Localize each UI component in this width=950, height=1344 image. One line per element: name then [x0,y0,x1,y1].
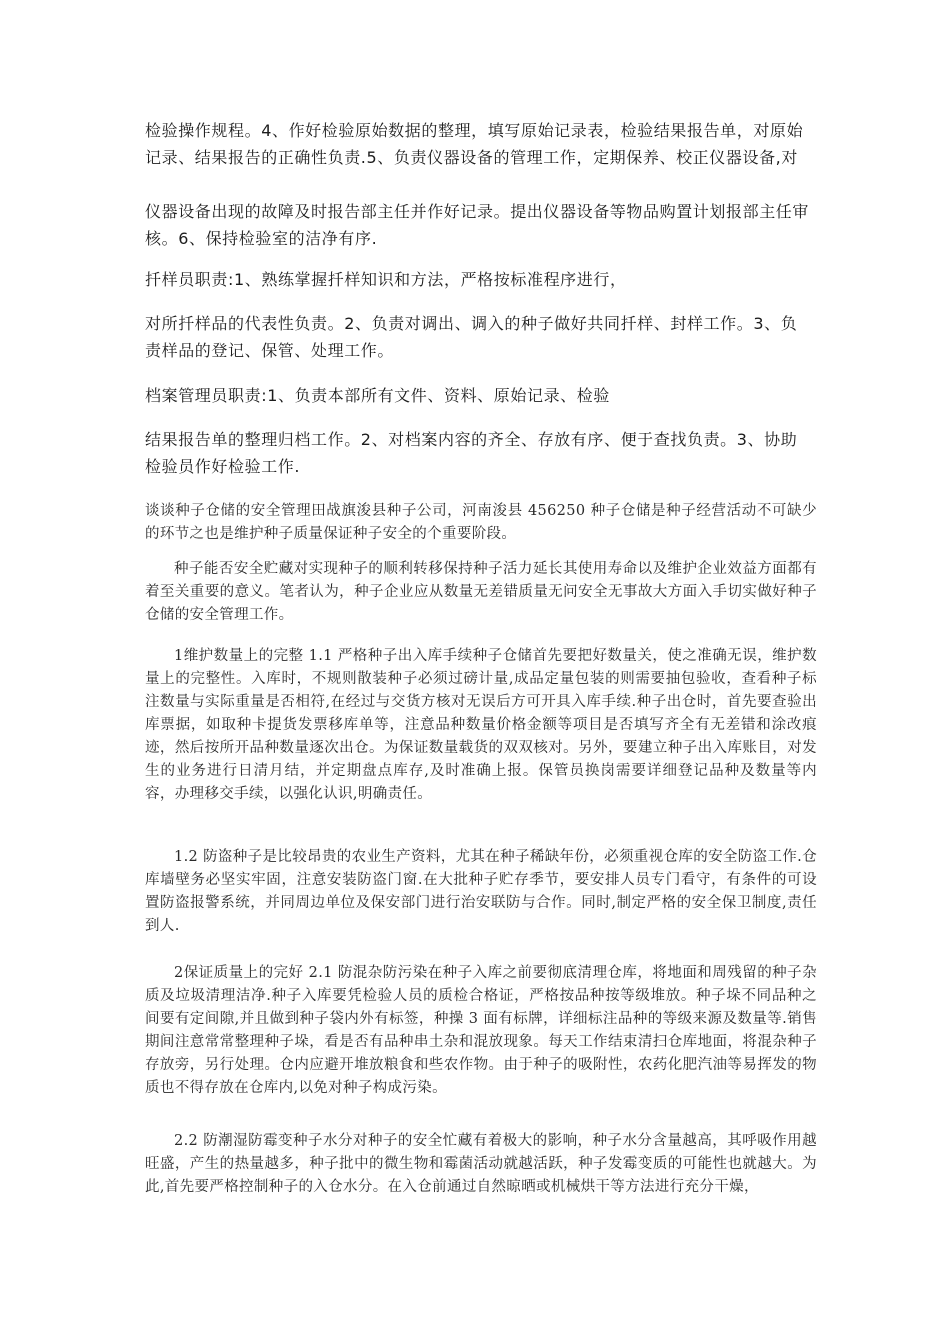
sampler-duties-heading: 扦样员职责:1、熟练掌握扦样知识和方法，严格按标准程序进行， [145,270,627,289]
instrument-management-text: 仪器设备出现的故障及时报告部主任并作好记录。提出仪器设备等物品购置计划报部主任审核。6、保持检验室的洁净有序. [145,202,810,248]
inspector-duties-continued: 检验操作规程。4、作好检验原始数据的整理，填写原始记录表，检验结果报告单，对原始记录、结果报告的正确性负责.5、负责仪器设备的管理工作，定期保养、校正仪器设备,对 [145,121,804,167]
article-section-quantity: 1维护数量上的完整 1.1 严格种子出入库手续种子仓储首先要把好数量关，使之准确无误，维护数量上的完整性。入库时，不规则散装种子必须过磅计量,成品定量包装的则需要抽包验收，查看种子标注数量与实际重量是否相符,在经过与交货方核对无误后方可开具入库手续.种子出仓时，首先要查验出库票据，如取种卡提货发票移库单等，注意品种数量价格金额等项目是否填写齐全有无差错和涂改痕迹，然后按所开品种数量逐次出仓。为保证数量载货的双双核对。另外，要建立种子出入库账目，对发生的业务进行日清月结，并定期盘点库存,及时准确上报。保管员换岗需要详细登记品种及数量等内容，办理移交手续，以强化认识,明确责任。 [145,648,817,802]
archivist-duties-heading: 档案管理员职责:1、负责本部所有文件、资料、原始记录、检验 [145,386,610,405]
article-section-moisture: 2.2 防潮湿防霉变种子水分对种子的安全忙藏有着极大的影响，种子水分含量越高，其呼吸作用越旺盛，产生的热量越多，种子批中的微生物和霉菌活动就越活跃，种子发霉变质的可能性也就越大。为此,首先要严格控制种子的入仓水分。在入仓前通过自然晾晒或机械烘干等方法进行充分干燥， [145,1133,817,1195]
sampler-duties-text: 对所扦样品的代表性负责。2、负责对调出、调入的种子做好共同扦样、封样工作。3、负责样品的登记、保管、处理工作。 [145,314,798,360]
archivist-duties-text: 结果报告单的整理归档工作。2、对档案内容的齐全、存放有序、便于查找负责。3、协助检验员作好检验工作. [145,430,798,476]
article-section-quality: 2保证质量上的完好 2.1 防混杂防污染在种子入库之前要彻底清理仓库，将地面和周残留的种子杂质及垃圾清理洁净.种子入库要凭检验人员的质检合格证，严格按品种按等级堆放。种子垛不同品种之间要有定间隙,并且做到种子袋内外有标签，种操 3 面有标牌，详细标注品种的等级来源及数量等.销售期间注意常常整理种子垛，看是否有品种串土杂和混放现象。每天工作结束清扫仓库地面，将混杂种子存放旁，另行处理。仓内应避开堆放粮食和些农作物。由于种子的吸附性，农药化肥汽油等易挥发的物质也不得存放在仓库内,以免对种子构成污染。 [145,965,817,1096]
article-paragraph-significance: 种子能否安全贮藏对实现种子的顺利转移保持种子活力延长其使用寿命以及维护企业效益方面都有着至关重要的意义。笔者认为，种子企业应从数量无差错质量无问安全无事故大方面入手切实做好种子仓储的安全管理工作。 [145,561,817,623]
article-section-theft-prevention: 1.2 防盗种子是比较昂贵的农业生产资料，尤其在种子稀缺年份，必须重视仓库的安全防盗工作.仓库墙壁务必坚实牢固，注意安装防盗门窗.在大批种子贮存季节，要安排人员专门看守，有条件的可设置防盗报警系统，并同周边单位及保安部门进行治安联防与合作。同时,制定严格的安全保卫制度,责任到人. [145,849,817,934]
article-intro: 谈谈种子仓储的安全管理田战旗浚县种子公司，河南浚县 456250 种子仓储是种子经营活动不可缺少的环节之也是维护种子质量保证种子安全的个重要阶段。 [145,503,817,542]
